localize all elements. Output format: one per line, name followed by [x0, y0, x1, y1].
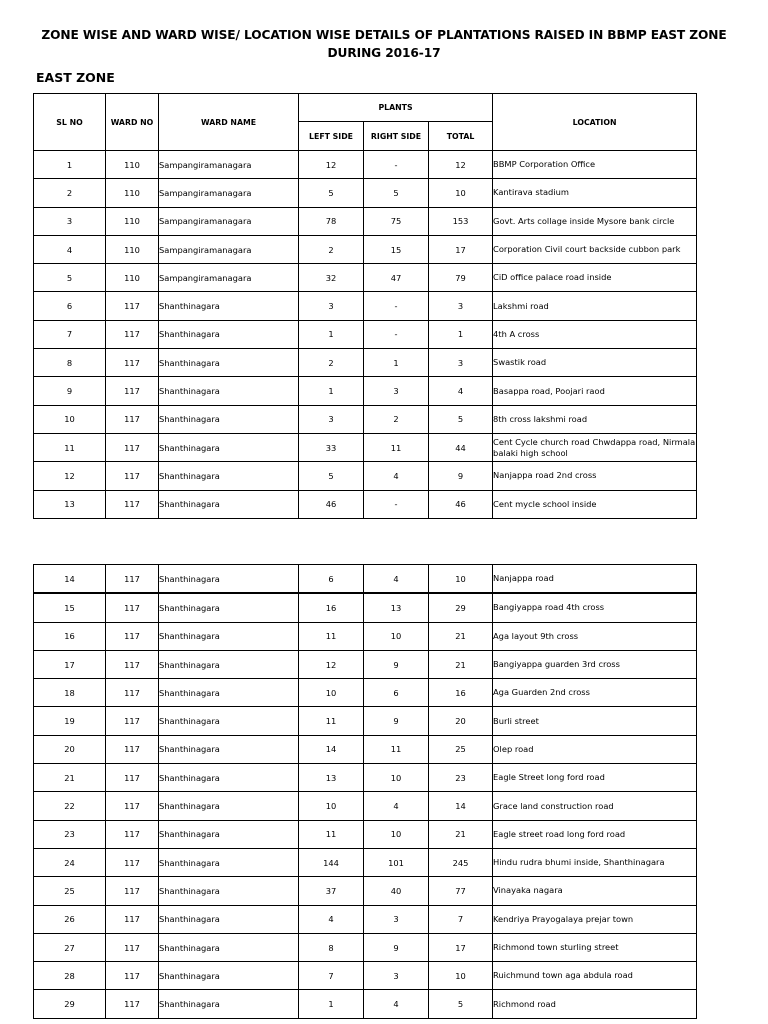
left-side-cell: 32: [299, 264, 364, 292]
total-cell: 21: [429, 622, 493, 650]
location-cell: Kantirava stadium: [493, 179, 697, 207]
total-cell: 5: [429, 990, 493, 1018]
ward-no-cell: 117: [106, 820, 159, 848]
ward-name-cell: Shanthinagara: [159, 320, 299, 348]
ward-name-cell: Shanthinagara: [159, 848, 299, 876]
header-right-side: RIGHT SIDE: [364, 122, 429, 151]
table-row: [34, 905, 697, 933]
ward-no-cell: 117: [106, 593, 159, 622]
sl-no-cell: 22: [34, 792, 106, 820]
sl-no-cell: 1: [34, 151, 106, 179]
sl-no-cell: 21: [34, 764, 106, 792]
table-row: [34, 349, 697, 377]
ward-name-cell: Shanthinagara: [159, 405, 299, 433]
ward-name-cell: Sampangiramanagara: [159, 207, 299, 235]
total-cell: 20: [429, 707, 493, 735]
ward-no-cell: 117: [106, 735, 159, 763]
location-cell: Cent mycle school inside: [493, 490, 697, 518]
ward-no-cell: 117: [106, 877, 159, 905]
ward-no-cell: 117: [106, 490, 159, 518]
ward-no-cell: 110: [106, 264, 159, 292]
table-row: [34, 707, 697, 735]
header-left-side: LEFT SIDE: [299, 122, 364, 151]
right-side-cell: 9: [364, 707, 429, 735]
location-cell: CiD office palace road inside: [493, 264, 697, 292]
ward-no-cell: 110: [106, 207, 159, 235]
left-side-cell: 3: [299, 292, 364, 320]
location-cell: Aga layout 9th cross: [493, 622, 697, 650]
plantation-table-2: [33, 564, 697, 1019]
sl-no-cell: 18: [34, 679, 106, 707]
left-side-cell: 37: [299, 877, 364, 905]
right-side-cell: 9: [364, 933, 429, 961]
header-sl-no: SL NO: [34, 94, 106, 151]
table-row: [34, 650, 697, 678]
header-plants: PLANTS: [299, 94, 493, 122]
ward-no-cell: 117: [106, 792, 159, 820]
left-side-cell: 14: [299, 735, 364, 763]
table-row: [34, 179, 697, 207]
left-side-cell: 6: [299, 565, 364, 594]
ward-no-cell: 117: [106, 320, 159, 348]
plantation-table-1: [33, 93, 697, 519]
location-cell: Kendriya Prayogalaya prejar town: [493, 905, 697, 933]
ward-name-cell: Shanthinagara: [159, 490, 299, 518]
left-side-cell: 4: [299, 905, 364, 933]
left-side-cell: 1: [299, 377, 364, 405]
sl-no-cell: 2: [34, 179, 106, 207]
sl-no-cell: 26: [34, 905, 106, 933]
ward-no-cell: 110: [106, 179, 159, 207]
right-side-cell: 3: [364, 905, 429, 933]
ward-no-cell: 117: [106, 433, 159, 461]
right-side-cell: 11: [364, 735, 429, 763]
table-row: [34, 565, 697, 594]
table-row: [34, 292, 697, 320]
title-line-2: DURING 2016-17: [327, 46, 441, 60]
table-row: [34, 207, 697, 235]
left-side-cell: 33: [299, 433, 364, 461]
left-side-cell: 5: [299, 462, 364, 490]
right-side-cell: 2: [364, 405, 429, 433]
left-side-cell: 1: [299, 990, 364, 1018]
table-row: [34, 735, 697, 763]
left-side-cell: 12: [299, 151, 364, 179]
location-cell: Bangiyappa road 4th cross: [493, 593, 697, 622]
left-side-cell: 3: [299, 405, 364, 433]
right-side-cell: 40: [364, 877, 429, 905]
sl-no-cell: 29: [34, 990, 106, 1018]
ward-no-cell: 117: [106, 462, 159, 490]
sl-no-cell: 20: [34, 735, 106, 763]
right-side-cell: 101: [364, 848, 429, 876]
ward-name-cell: Shanthinagara: [159, 292, 299, 320]
right-side-cell: 13: [364, 593, 429, 622]
header-ward-no: WARD NO: [106, 94, 159, 151]
location-cell: Eagle Street long ford road: [493, 764, 697, 792]
left-side-cell: 11: [299, 820, 364, 848]
location-cell: Nanjappa road 2nd cross: [493, 462, 697, 490]
ward-name-cell: Shanthinagara: [159, 349, 299, 377]
location-cell: Olep road: [493, 735, 697, 763]
table-row: [34, 151, 697, 179]
ward-no-cell: 117: [106, 707, 159, 735]
header-location: LOCATION: [493, 94, 697, 151]
ward-no-cell: 117: [106, 848, 159, 876]
right-side-cell: -: [364, 490, 429, 518]
table-row: [34, 764, 697, 792]
right-side-cell: 5: [364, 179, 429, 207]
total-cell: 7: [429, 905, 493, 933]
right-side-cell: 3: [364, 377, 429, 405]
ward-no-cell: 117: [106, 905, 159, 933]
total-cell: 10: [429, 179, 493, 207]
table-row: [34, 405, 697, 433]
document-title: [0, 26, 748, 62]
total-cell: 21: [429, 820, 493, 848]
ward-no-cell: 110: [106, 235, 159, 263]
ward-no-cell: 117: [106, 679, 159, 707]
location-cell: Corporation Civil court backside cubbon park: [493, 235, 697, 263]
right-side-cell: 1: [364, 349, 429, 377]
total-cell: 21: [429, 650, 493, 678]
ward-name-cell: Shanthinagara: [159, 877, 299, 905]
total-cell: 10: [429, 962, 493, 990]
table-row: [34, 792, 697, 820]
sl-no-cell: 25: [34, 877, 106, 905]
ward-no-cell: 117: [106, 292, 159, 320]
sl-no-cell: 9: [34, 377, 106, 405]
left-side-cell: 10: [299, 792, 364, 820]
ward-name-cell: Shanthinagara: [159, 820, 299, 848]
ward-no-cell: 117: [106, 990, 159, 1018]
ward-name-cell: Shanthinagara: [159, 764, 299, 792]
sl-no-cell: 8: [34, 349, 106, 377]
zone-label: EAST ZONE: [36, 70, 115, 85]
total-cell: 46: [429, 490, 493, 518]
ward-name-cell: Sampangiramanagara: [159, 179, 299, 207]
total-cell: 245: [429, 848, 493, 876]
ward-name-cell: Sampangiramanagara: [159, 235, 299, 263]
right-side-cell: 10: [364, 622, 429, 650]
left-side-cell: 13: [299, 764, 364, 792]
right-side-cell: 6: [364, 679, 429, 707]
ward-name-cell: Shanthinagara: [159, 433, 299, 461]
location-cell: Nanjappa road: [493, 565, 697, 594]
left-side-cell: 78: [299, 207, 364, 235]
total-cell: 23: [429, 764, 493, 792]
table-row: [34, 235, 697, 263]
table-row: [34, 990, 697, 1018]
location-cell: Richmond town sturling street: [493, 933, 697, 961]
ward-name-cell: Shanthinagara: [159, 622, 299, 650]
sl-no-cell: 4: [34, 235, 106, 263]
sl-no-cell: 7: [34, 320, 106, 348]
location-cell: Cent Cycle church road Chwdappa road, Nirmala balaki high school: [493, 433, 697, 461]
sl-no-cell: 24: [34, 848, 106, 876]
location-cell: 4th A cross: [493, 320, 697, 348]
location-cell: Richmond road: [493, 990, 697, 1018]
left-side-cell: 8: [299, 933, 364, 961]
location-cell: Ruichmund town aga abdula road: [493, 962, 697, 990]
right-side-cell: 4: [364, 990, 429, 1018]
ward-no-cell: 117: [106, 764, 159, 792]
ward-no-cell: 117: [106, 349, 159, 377]
ward-no-cell: 117: [106, 933, 159, 961]
right-side-cell: 3: [364, 962, 429, 990]
table-row: [34, 490, 697, 518]
ward-name-cell: Sampangiramanagara: [159, 151, 299, 179]
total-cell: 17: [429, 933, 493, 961]
right-side-cell: 4: [364, 792, 429, 820]
table-row: [34, 462, 697, 490]
ward-name-cell: Shanthinagara: [159, 565, 299, 594]
location-cell: Eagle street road long ford road: [493, 820, 697, 848]
ward-name-cell: Shanthinagara: [159, 962, 299, 990]
header-total: TOTAL: [429, 122, 493, 151]
table-2-body: [34, 565, 697, 1019]
sl-no-cell: 27: [34, 933, 106, 961]
table-row: [34, 622, 697, 650]
total-cell: 5: [429, 405, 493, 433]
table-row: [34, 320, 697, 348]
left-side-cell: 46: [299, 490, 364, 518]
total-cell: 79: [429, 264, 493, 292]
total-cell: 3: [429, 349, 493, 377]
right-side-cell: 4: [364, 462, 429, 490]
header-ward-name: WARD NAME: [159, 94, 299, 151]
ward-name-cell: Shanthinagara: [159, 933, 299, 961]
total-cell: 14: [429, 792, 493, 820]
table-row: [34, 848, 697, 876]
left-side-cell: 7: [299, 962, 364, 990]
sl-no-cell: 28: [34, 962, 106, 990]
location-cell: Swastik road: [493, 349, 697, 377]
left-side-cell: 1: [299, 320, 364, 348]
location-cell: 8th cross lakshmi road: [493, 405, 697, 433]
table-row: [34, 933, 697, 961]
left-side-cell: 2: [299, 235, 364, 263]
right-side-cell: 10: [364, 820, 429, 848]
right-side-cell: -: [364, 292, 429, 320]
total-cell: 10: [429, 565, 493, 594]
sl-no-cell: 13: [34, 490, 106, 518]
right-side-cell: -: [364, 320, 429, 348]
sl-no-cell: 19: [34, 707, 106, 735]
ward-name-cell: Shanthinagara: [159, 735, 299, 763]
left-side-cell: 144: [299, 848, 364, 876]
location-cell: Vinayaka nagara: [493, 877, 697, 905]
ward-name-cell: Sampangiramanagara: [159, 264, 299, 292]
ward-name-cell: Shanthinagara: [159, 377, 299, 405]
sl-no-cell: 16: [34, 622, 106, 650]
ward-name-cell: Shanthinagara: [159, 990, 299, 1018]
ward-name-cell: Shanthinagara: [159, 707, 299, 735]
right-side-cell: -: [364, 151, 429, 179]
ward-no-cell: 117: [106, 405, 159, 433]
ward-no-cell: 117: [106, 377, 159, 405]
sl-no-cell: 6: [34, 292, 106, 320]
right-side-cell: 11: [364, 433, 429, 461]
ward-no-cell: 110: [106, 151, 159, 179]
title-line-1: ZONE WISE AND WARD WISE/ LOCATION WISE DETAILS OF PLANTATIONS RAISED IN BBMP EAST ZONE: [41, 28, 727, 42]
ward-no-cell: 117: [106, 565, 159, 594]
right-side-cell: 4: [364, 565, 429, 594]
table-row: [34, 433, 697, 461]
ward-name-cell: Shanthinagara: [159, 679, 299, 707]
total-cell: 77: [429, 877, 493, 905]
location-cell: BBMP Corporation Office: [493, 151, 697, 179]
location-cell: Govt. Arts collage inside Mysore bank circle: [493, 207, 697, 235]
ward-no-cell: 117: [106, 962, 159, 990]
sl-no-cell: 5: [34, 264, 106, 292]
location-cell: Grace land construction road: [493, 792, 697, 820]
sl-no-cell: 11: [34, 433, 106, 461]
right-side-cell: 15: [364, 235, 429, 263]
table-row: [34, 962, 697, 990]
total-cell: 25: [429, 735, 493, 763]
table-row: [34, 679, 697, 707]
total-cell: 153: [429, 207, 493, 235]
total-cell: 44: [429, 433, 493, 461]
table-row: [34, 877, 697, 905]
ward-name-cell: Shanthinagara: [159, 462, 299, 490]
left-side-cell: 5: [299, 179, 364, 207]
sl-no-cell: 17: [34, 650, 106, 678]
ward-no-cell: 117: [106, 622, 159, 650]
table-row: [34, 593, 697, 622]
right-side-cell: 9: [364, 650, 429, 678]
table-row: [34, 264, 697, 292]
ward-name-cell: Shanthinagara: [159, 792, 299, 820]
left-side-cell: 11: [299, 707, 364, 735]
location-cell: Aga Guarden 2nd cross: [493, 679, 697, 707]
ward-name-cell: Shanthinagara: [159, 905, 299, 933]
table-row: [34, 820, 697, 848]
total-cell: 1: [429, 320, 493, 348]
sl-no-cell: 3: [34, 207, 106, 235]
table-1-body: [34, 151, 697, 519]
location-cell: Hindu rudra bhumi inside, Shanthinagara: [493, 848, 697, 876]
table-row: [34, 377, 697, 405]
right-side-cell: 47: [364, 264, 429, 292]
right-side-cell: 75: [364, 207, 429, 235]
left-side-cell: 2: [299, 349, 364, 377]
total-cell: 9: [429, 462, 493, 490]
sl-no-cell: 14: [34, 565, 106, 594]
sl-no-cell: 10: [34, 405, 106, 433]
sl-no-cell: 12: [34, 462, 106, 490]
ward-no-cell: 117: [106, 650, 159, 678]
right-side-cell: 10: [364, 764, 429, 792]
ward-name-cell: Shanthinagara: [159, 650, 299, 678]
sl-no-cell: 23: [34, 820, 106, 848]
left-side-cell: 12: [299, 650, 364, 678]
location-cell: Lakshmi road: [493, 292, 697, 320]
total-cell: 29: [429, 593, 493, 622]
total-cell: 4: [429, 377, 493, 405]
left-side-cell: 16: [299, 593, 364, 622]
location-cell: Basappa road, Poojari raod: [493, 377, 697, 405]
left-side-cell: 10: [299, 679, 364, 707]
total-cell: 3: [429, 292, 493, 320]
total-cell: 16: [429, 679, 493, 707]
total-cell: 12: [429, 151, 493, 179]
left-side-cell: 11: [299, 622, 364, 650]
total-cell: 17: [429, 235, 493, 263]
location-cell: Bangiyappa guarden 3rd cross: [493, 650, 697, 678]
sl-no-cell: 15: [34, 593, 106, 622]
ward-name-cell: Shanthinagara: [159, 593, 299, 622]
location-cell: Burli street: [493, 707, 697, 735]
